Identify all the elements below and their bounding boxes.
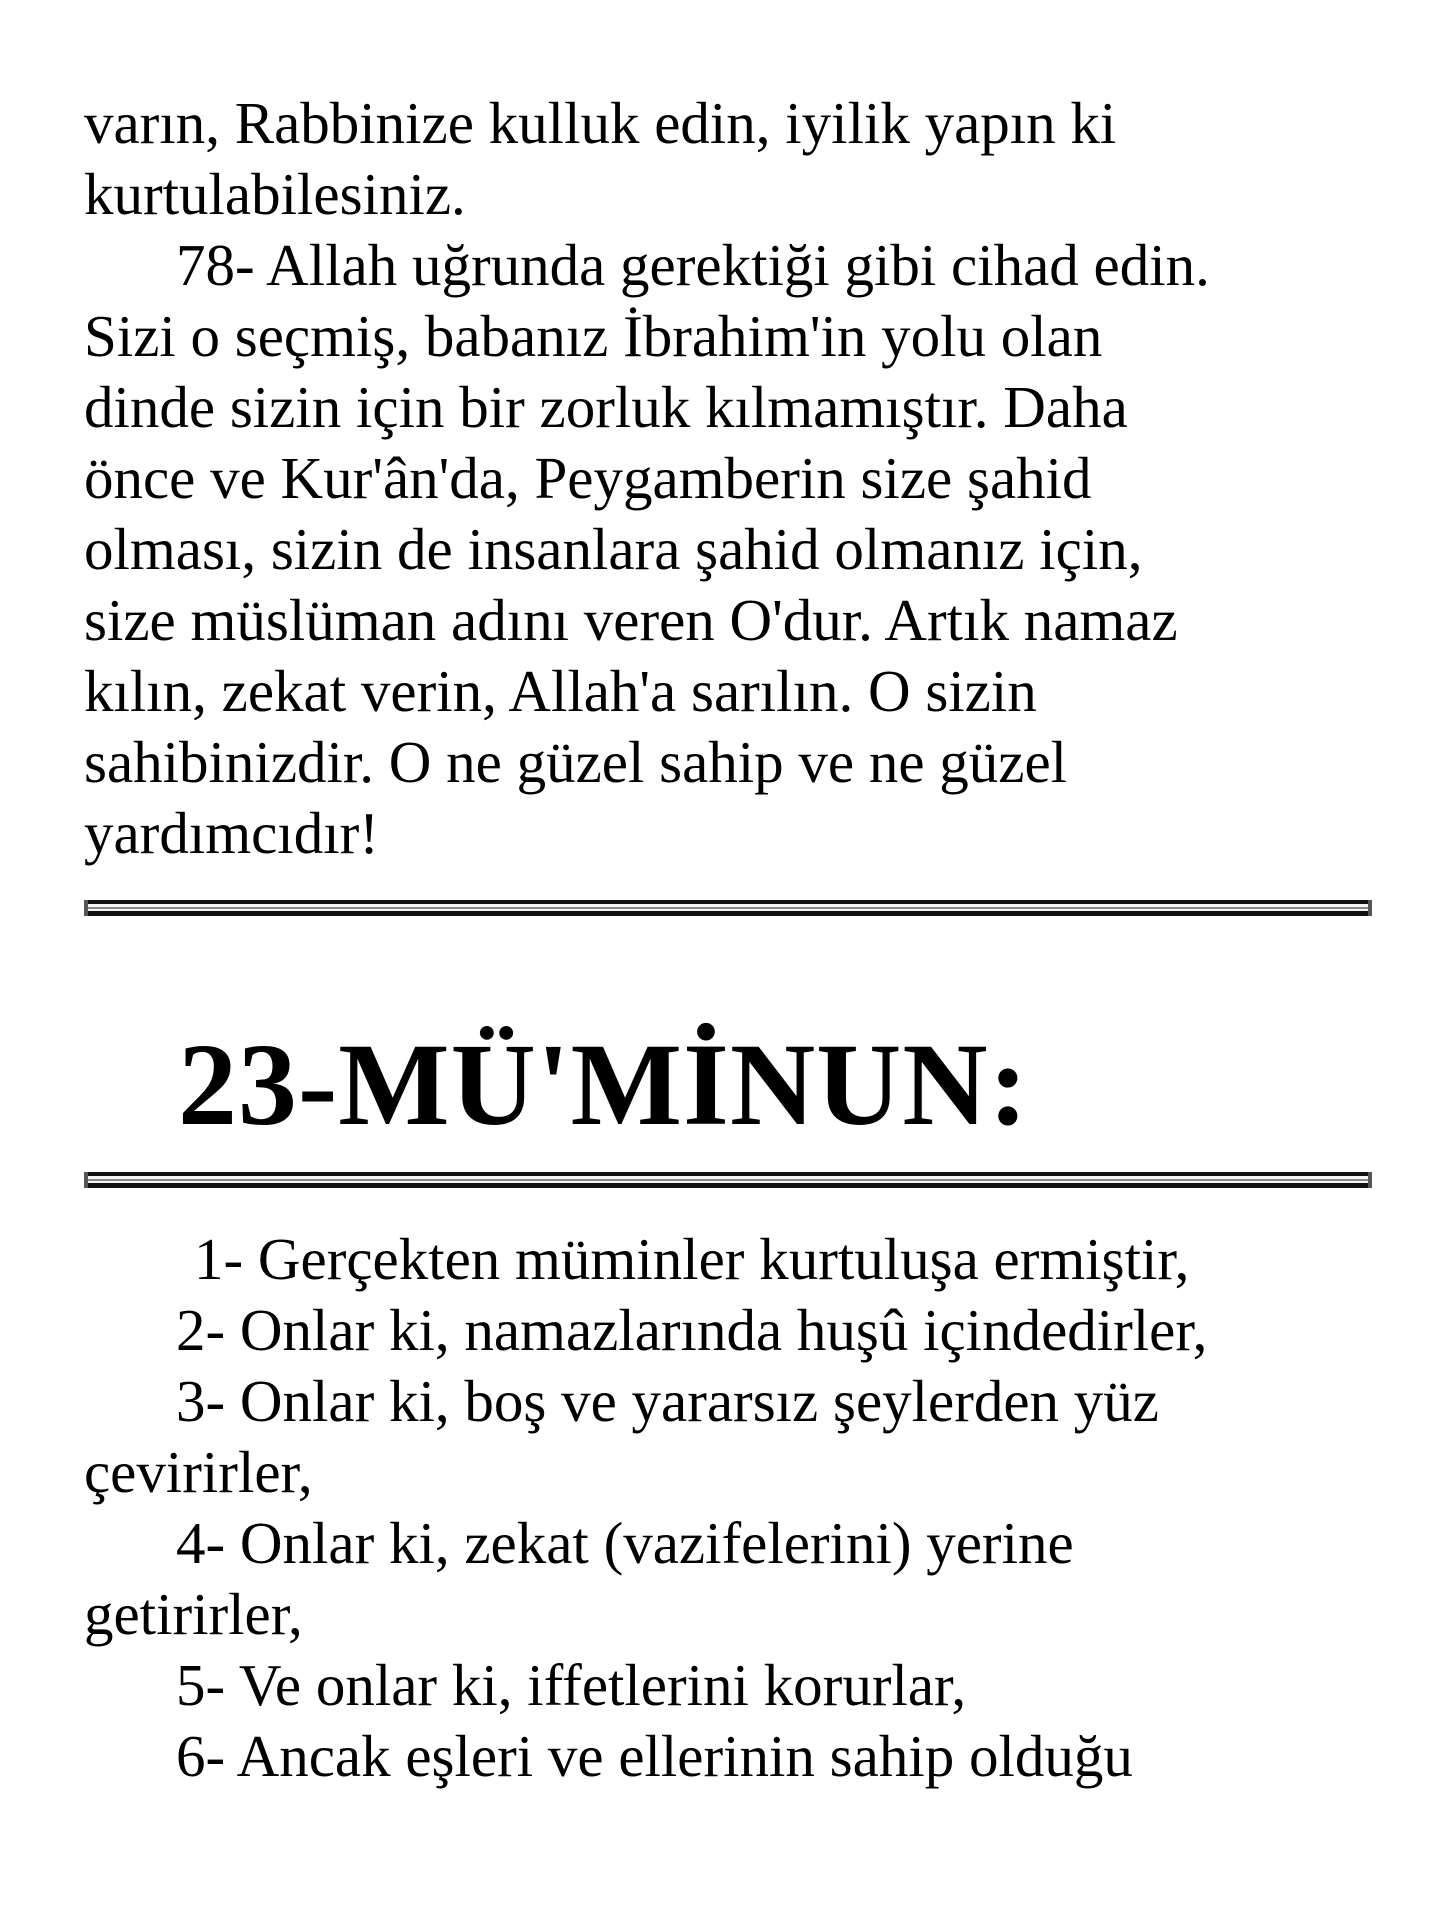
verse-5: 5- Ve onlar ki, iffetlerini korurlar,	[176, 1652, 967, 1718]
passage-line: dinde sizin için bir zorluk kılmamıştır. Daha	[84, 374, 1128, 440]
passage-line: kılın, zekat verin, Allah'a sarılın. O sizin	[84, 658, 1037, 724]
passage-line: sahibinizdir. O ne güzel sahip ve ne güzel	[84, 729, 1068, 795]
verse-4-continued: getirirler,	[84, 1581, 303, 1647]
verse-4: 4- Onlar ki, zekat (vazifelerini) yerine	[176, 1510, 1074, 1576]
passage-line: Sizi o seçmiş, babanız İbrahim'in yolu olan	[84, 303, 1103, 369]
passage-line: size müslüman adını veren O'dur. Artık namaz	[84, 587, 1178, 653]
verses-list	[84, 1224, 1384, 1792]
verse-6: 6- Ancak eşleri ve ellerinin sahip olduğu	[176, 1723, 1133, 1789]
verse-78-start: 78- Allah uğrunda gerektiği gibi cihad edin.	[176, 232, 1210, 298]
passage-line: varın, Rabbinize kulluk edin, iyilik yapın ki	[84, 90, 1117, 156]
verse-3-continued: çevirirler,	[84, 1439, 313, 1505]
verse-1: 1- Gerçekten müminler kurtuluşa ermiştir,	[194, 1226, 1190, 1292]
section-divider-top	[84, 900, 1372, 916]
verse-2: 2- Onlar ki, namazlarında huşû içindedirler,	[176, 1297, 1208, 1363]
passage-line: yardımcıdır!	[84, 800, 379, 866]
passage-line: olması, sizin de insanlara şahid olmanız için,	[84, 516, 1143, 582]
section-divider-bottom	[84, 1172, 1372, 1188]
passage-line: önce ve Kur'ân'da, Peygamberin size şahid	[84, 445, 1092, 511]
section-title: 23-MÜ'MİNUN:	[178, 1019, 1029, 1150]
previous-passage	[84, 88, 1384, 869]
verse-3: 3- Onlar ki, boş ve yararsız şeylerden yüz	[176, 1368, 1159, 1434]
passage-line: kurtulabilesiniz.	[84, 161, 466, 227]
